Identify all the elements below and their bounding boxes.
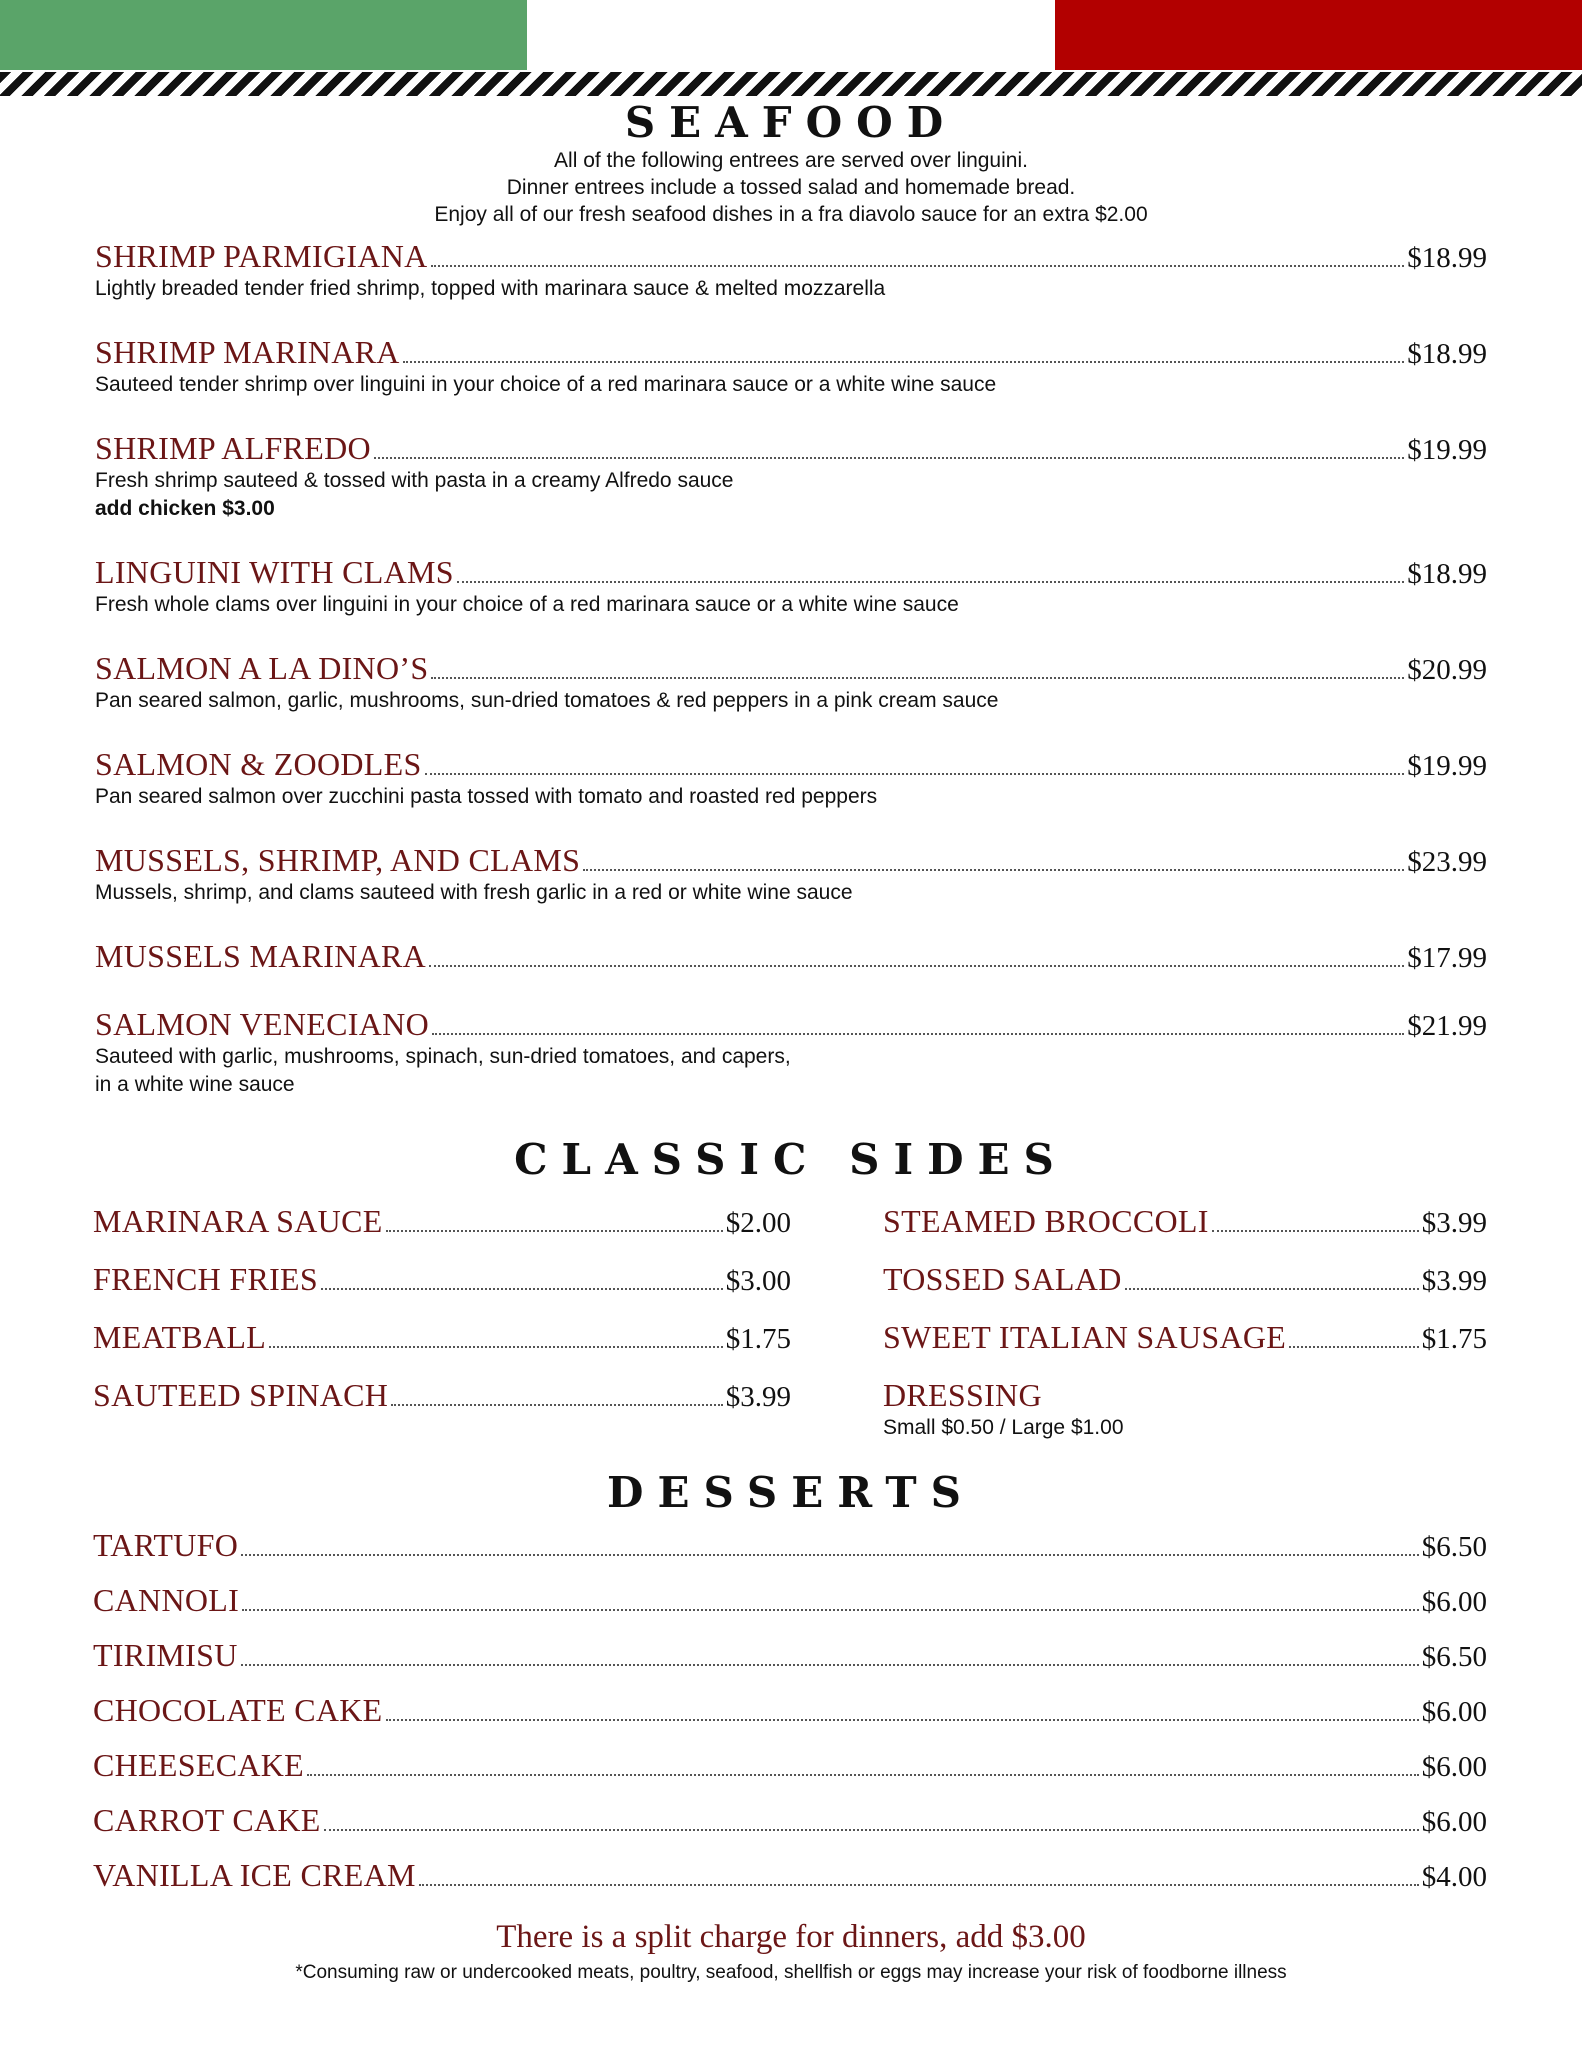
dessert-item — [93, 1692, 1487, 1729]
menu-item-price: $19.99 — [1407, 750, 1487, 782]
menu-item-name: LINGUINI WITH CLAMS — [95, 554, 454, 590]
menu-item-price: $21.99 — [1407, 1010, 1487, 1042]
dessert-item — [93, 1802, 1487, 1839]
menu-item-price: $23.99 — [1407, 846, 1487, 878]
split-charge-note: There is a split charge for dinners, add $3.00 — [496, 1919, 1086, 1955]
dot-leader — [241, 1554, 1419, 1556]
side-item — [883, 1261, 1487, 1298]
side-item-name: DRESSING — [883, 1377, 1042, 1413]
dot-leader — [1212, 1230, 1419, 1232]
dot-leader — [269, 1346, 723, 1348]
dessert-item-price: $6.00 — [1421, 1806, 1487, 1838]
side-item-name: MARINARA SAUCE — [93, 1203, 383, 1239]
side-item — [93, 1261, 791, 1298]
menu-item-description: Fresh shrimp sauteed & tossed with pasta in a creamy Alfredo sauce — [95, 469, 734, 492]
dot-leader — [241, 1664, 1419, 1666]
menu-item-description: Lightly breaded tender fried shrimp, topped with marinara sauce & melted mozzarella — [95, 277, 886, 300]
seafood-intro — [0, 147, 1582, 228]
menu-item-shrimp-alfredo — [95, 430, 1487, 554]
flag-green-band — [0, 0, 527, 70]
dot-leader — [403, 361, 1405, 363]
dessert-item-name: TIRIMISU — [93, 1637, 238, 1673]
dot-leader — [307, 1774, 1419, 1776]
dot-leader — [321, 1288, 723, 1290]
menu-item-shrimp-parmigiana — [95, 238, 1487, 334]
menu-item-shrimp-marinara — [95, 334, 1487, 430]
menu-item-description: Mussels, shrimp, and clams sauteed with fresh garlic in a red or white wine sauce — [95, 881, 853, 904]
dessert-item-name: CHOCOLATE CAKE — [93, 1692, 383, 1728]
dot-leader — [391, 1404, 723, 1406]
dot-leader — [431, 265, 1405, 267]
side-item-description: Small $0.50 / Large $1.00 — [883, 1416, 1124, 1439]
dot-leader — [583, 869, 1404, 871]
dot-leader — [432, 1033, 1404, 1035]
menu-item-addon: add chicken $3.00 — [95, 497, 275, 520]
menu-item-mussels-shrimp-clams — [95, 842, 1487, 938]
dot-leader — [386, 1230, 723, 1232]
dessert-item-price: $6.00 — [1421, 1751, 1487, 1783]
menu-item-description: Pan seared salmon over zucchini pasta tossed with tomato and roasted red peppers — [95, 785, 878, 808]
side-item-name: SWEET ITALIAN SAUSAGE — [883, 1319, 1287, 1355]
dessert-item — [93, 1527, 1487, 1564]
menu-item-price: $18.99 — [1407, 338, 1487, 370]
dot-leader — [374, 457, 1404, 459]
classic-sides-title: CLASSIC SIDES — [514, 1135, 1068, 1184]
sides-left-column — [93, 1203, 791, 1435]
dessert-item-name: CANNOLI — [93, 1582, 240, 1618]
menu-item-description: Pan seared salmon, garlic, mushrooms, sun-dried tomatoes & red peppers in a pink cream sauce — [95, 689, 999, 712]
dessert-item-name: CHEESECAKE — [93, 1747, 304, 1783]
side-item-price: $2.00 — [725, 1207, 791, 1239]
side-item-price: $3.99 — [1421, 1265, 1487, 1297]
menu-item-salmon-veneciano — [95, 1006, 1487, 1116]
menu-item-price: $17.99 — [1407, 942, 1487, 974]
menu-item-salmon-and-zoodles — [95, 746, 1487, 842]
menu-item-description-cont: in a white wine sauce — [95, 1073, 295, 1096]
dot-leader — [429, 965, 1404, 967]
side-item-price: $3.99 — [1421, 1207, 1487, 1239]
menu-item-name: SALMON VENECIANO — [95, 1006, 429, 1042]
dot-leader — [431, 677, 1404, 679]
side-item-price: $3.00 — [725, 1265, 791, 1297]
menu-item-name: MUSSELS, SHRIMP, AND CLAMS — [95, 842, 581, 878]
menu-item-description: Sauteed tender shrimp over linguini in your choice of a red marinara sauce or a white wine sauce — [95, 373, 997, 396]
dessert-item-name: TARTUFO — [93, 1527, 239, 1563]
italian-flag-banner — [0, 0, 1582, 70]
dessert-item — [93, 1747, 1487, 1784]
dot-leader — [425, 773, 1405, 775]
dot-leader — [1289, 1346, 1419, 1348]
side-item-name: MEATBALL — [93, 1319, 267, 1355]
menu-item-linguini-with-clams — [95, 554, 1487, 650]
menu-item-price: $20.99 — [1407, 654, 1487, 686]
seafood-intro-line: Dinner entrees include a tossed salad and homemade bread. — [506, 176, 1076, 199]
food-safety-disclaimer: *Consuming raw or undercooked meats, poultry, seafood, shellfish or eggs may increase your risk of foodborne illness — [295, 1962, 1287, 1983]
menu-item-description: Sauteed with garlic, mushrooms, spinach, sun-dried tomatoes, and capers, — [95, 1045, 791, 1068]
side-item-price: $1.75 — [725, 1323, 791, 1355]
dessert-item — [93, 1637, 1487, 1674]
sides-right-column — [883, 1203, 1487, 1442]
side-item-name: TOSSED SALAD — [883, 1261, 1122, 1297]
menu-item-name: SHRIMP PARMIGIANA — [95, 238, 428, 274]
dessert-item-price: $6.00 — [1421, 1586, 1487, 1618]
menu-item-price: $18.99 — [1407, 242, 1487, 274]
menu-item-price: $18.99 — [1407, 558, 1487, 590]
side-item-name: SAUTEED SPINACH — [93, 1377, 389, 1413]
side-item-name: FRENCH FRIES — [93, 1261, 318, 1297]
dot-leader — [242, 1609, 1419, 1611]
menu-item-name: SHRIMP ALFREDO — [95, 430, 371, 466]
dessert-item-price: $6.00 — [1421, 1696, 1487, 1728]
seafood-intro-line: Enjoy all of our fresh seafood dishes in a fra diavolo sauce for an extra $2.00 — [434, 203, 1148, 226]
side-item-price: $3.99 — [725, 1381, 791, 1413]
seafood-list — [95, 238, 1487, 1116]
flag-white-band — [527, 0, 1054, 70]
dessert-item-price: $6.50 — [1421, 1531, 1487, 1563]
side-item — [93, 1377, 791, 1414]
dot-leader — [457, 581, 1404, 583]
dessert-item-price: $6.50 — [1421, 1641, 1487, 1673]
side-item — [93, 1203, 791, 1240]
dot-leader — [1125, 1288, 1419, 1290]
seafood-intro-line: All of the following entrees are served over linguini. — [554, 149, 1028, 172]
side-item-dressing — [883, 1377, 1487, 1442]
dessert-item-name: CARROT CAKE — [93, 1802, 321, 1838]
side-item-price: $1.75 — [1421, 1323, 1487, 1355]
menu-item-name: SALMON & ZOODLES — [95, 746, 422, 782]
desserts-title: DESSERTS — [607, 1468, 975, 1517]
dessert-item — [93, 1857, 1487, 1894]
menu-item-price: $19.99 — [1407, 434, 1487, 466]
menu-item-name: SHRIMP MARINARA — [95, 334, 400, 370]
side-item — [883, 1203, 1487, 1240]
dessert-item — [93, 1582, 1487, 1619]
menu-item-description: Fresh whole clams over linguini in your choice of a red marinara sauce or a white wine sauce — [95, 593, 959, 616]
menu-item-salmon-a-la-dinos — [95, 650, 1487, 746]
side-item — [883, 1319, 1487, 1356]
dessert-item-name: VANILLA ICE CREAM — [93, 1857, 416, 1893]
desserts-list — [93, 1527, 1487, 1894]
menu-item-name: MUSSELS MARINARA — [95, 938, 427, 974]
flag-red-band — [1055, 0, 1582, 70]
dessert-item-price: $4.00 — [1421, 1861, 1487, 1893]
decorative-stripe-border — [0, 72, 1582, 96]
dot-leader — [324, 1829, 1419, 1831]
side-item — [93, 1319, 791, 1356]
side-item-name: STEAMED BROCCOLI — [883, 1203, 1209, 1239]
dot-leader — [386, 1719, 1419, 1721]
seafood-title: SEAFOOD — [624, 98, 958, 147]
dot-leader — [419, 1884, 1419, 1886]
menu-item-mussels-marinara — [95, 938, 1487, 1006]
menu-item-name: SALMON A LA DINO’S — [95, 650, 429, 686]
